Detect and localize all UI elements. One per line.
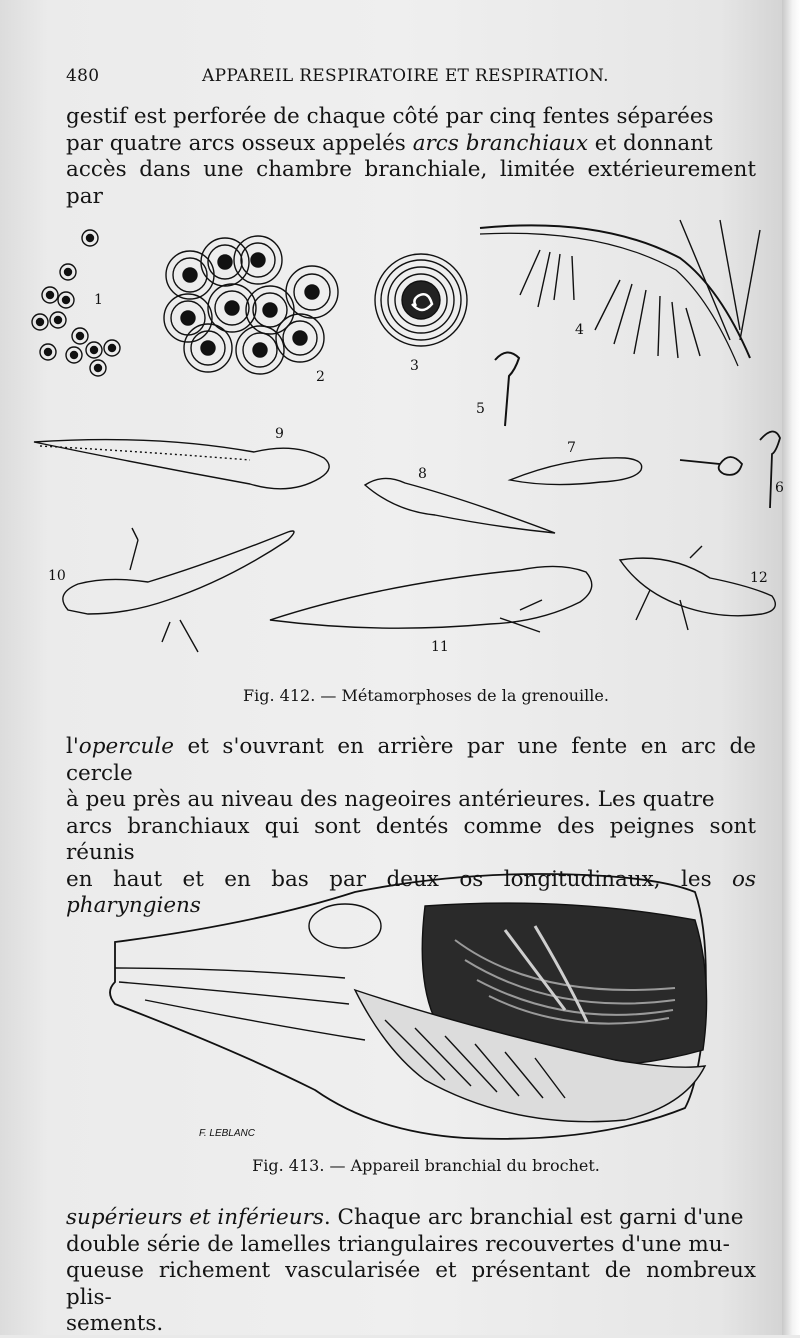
running-header bbox=[66, 66, 746, 92]
larva-6 bbox=[760, 431, 780, 508]
svg-text:8: 8 bbox=[418, 466, 427, 482]
paragraph-1 bbox=[66, 104, 756, 210]
figure-412-illustration bbox=[20, 210, 790, 665]
page-number: 480 bbox=[66, 66, 100, 86]
text-line: à peu près au niveau des nageoires antérieures. Les quatre bbox=[66, 787, 715, 812]
egg-cluster-small bbox=[32, 230, 120, 376]
svg-text:12: 12 bbox=[750, 570, 768, 586]
froglet-11 bbox=[270, 566, 592, 628]
figure-413-illustration bbox=[105, 870, 745, 1150]
figure-412-caption: Fig. 412. — Métamorphoses de la grenouille. bbox=[243, 686, 609, 705]
text-line: supérieurs et inférieurs. Chaque arc branchial est garni d'une bbox=[66, 1205, 744, 1230]
figure-412-labels bbox=[48, 292, 784, 655]
text-line: l'opercule et s'ouvrant en arrière par une fente en arc de cercle bbox=[66, 734, 756, 786]
italic-term: supérieurs et inférieurs bbox=[66, 1205, 324, 1230]
froglet-12 bbox=[620, 558, 775, 616]
italic-term: arcs branchiaux bbox=[412, 130, 588, 156]
figure-413-caption: Fig. 413. — Appareil branchial du brochet. bbox=[252, 1156, 600, 1175]
text-line: queuse richement vascularisée et présentant de nombreux plis- bbox=[66, 1258, 756, 1310]
svg-text:3: 3 bbox=[410, 358, 419, 374]
svg-text:2: 2 bbox=[316, 369, 325, 385]
svg-text:10: 10 bbox=[48, 568, 66, 584]
froglet-10 bbox=[63, 531, 294, 614]
svg-text:7: 7 bbox=[567, 440, 576, 456]
running-title: APPAREIL RESPIRATOIRE ET RESPIRATION. bbox=[202, 66, 609, 86]
text-line: double série de lamelles triangulaires recouvertes d'une mu- bbox=[66, 1231, 730, 1257]
svg-text:9: 9 bbox=[275, 426, 284, 442]
eye bbox=[309, 904, 381, 948]
tadpole-8 bbox=[365, 478, 555, 533]
svg-text:5: 5 bbox=[476, 401, 485, 417]
text-line: en haut et en bas par deux os longitudinaux, les os pharyngiens bbox=[66, 866, 756, 918]
svg-text:11: 11 bbox=[431, 639, 449, 655]
svg-text:4: 4 bbox=[575, 322, 584, 338]
tadpole-7 bbox=[510, 458, 642, 485]
plant-stem bbox=[480, 220, 760, 366]
text-line: gestif est perforée de chaque côté par cinq fentes séparées bbox=[66, 104, 714, 129]
text-line: accès dans une chambre branchiale, limitée extérieurement par bbox=[66, 157, 756, 209]
larva-5 bbox=[495, 352, 519, 426]
embryo-egg bbox=[375, 254, 467, 346]
text-line: arcs branchiaux qui sont dentés comme des peignes sont réunis bbox=[66, 813, 756, 865]
larva-7b bbox=[680, 457, 742, 475]
italic-term: os pharyngiens bbox=[66, 866, 756, 918]
tadpole-9 bbox=[34, 440, 329, 489]
svg-text:1: 1 bbox=[94, 292, 103, 308]
text-line: par quatre arcs osseux appelés arcs branchiaux et donnant bbox=[66, 130, 713, 156]
text-line: sements. bbox=[66, 1311, 164, 1336]
italic-term: opercule bbox=[78, 734, 174, 759]
page-edge bbox=[782, 0, 800, 1335]
engraver-signature: F. LEBLANC bbox=[199, 1128, 255, 1139]
paragraph-3 bbox=[66, 1205, 756, 1338]
svg-text:6: 6 bbox=[775, 480, 784, 496]
egg-cluster-large bbox=[164, 236, 338, 374]
